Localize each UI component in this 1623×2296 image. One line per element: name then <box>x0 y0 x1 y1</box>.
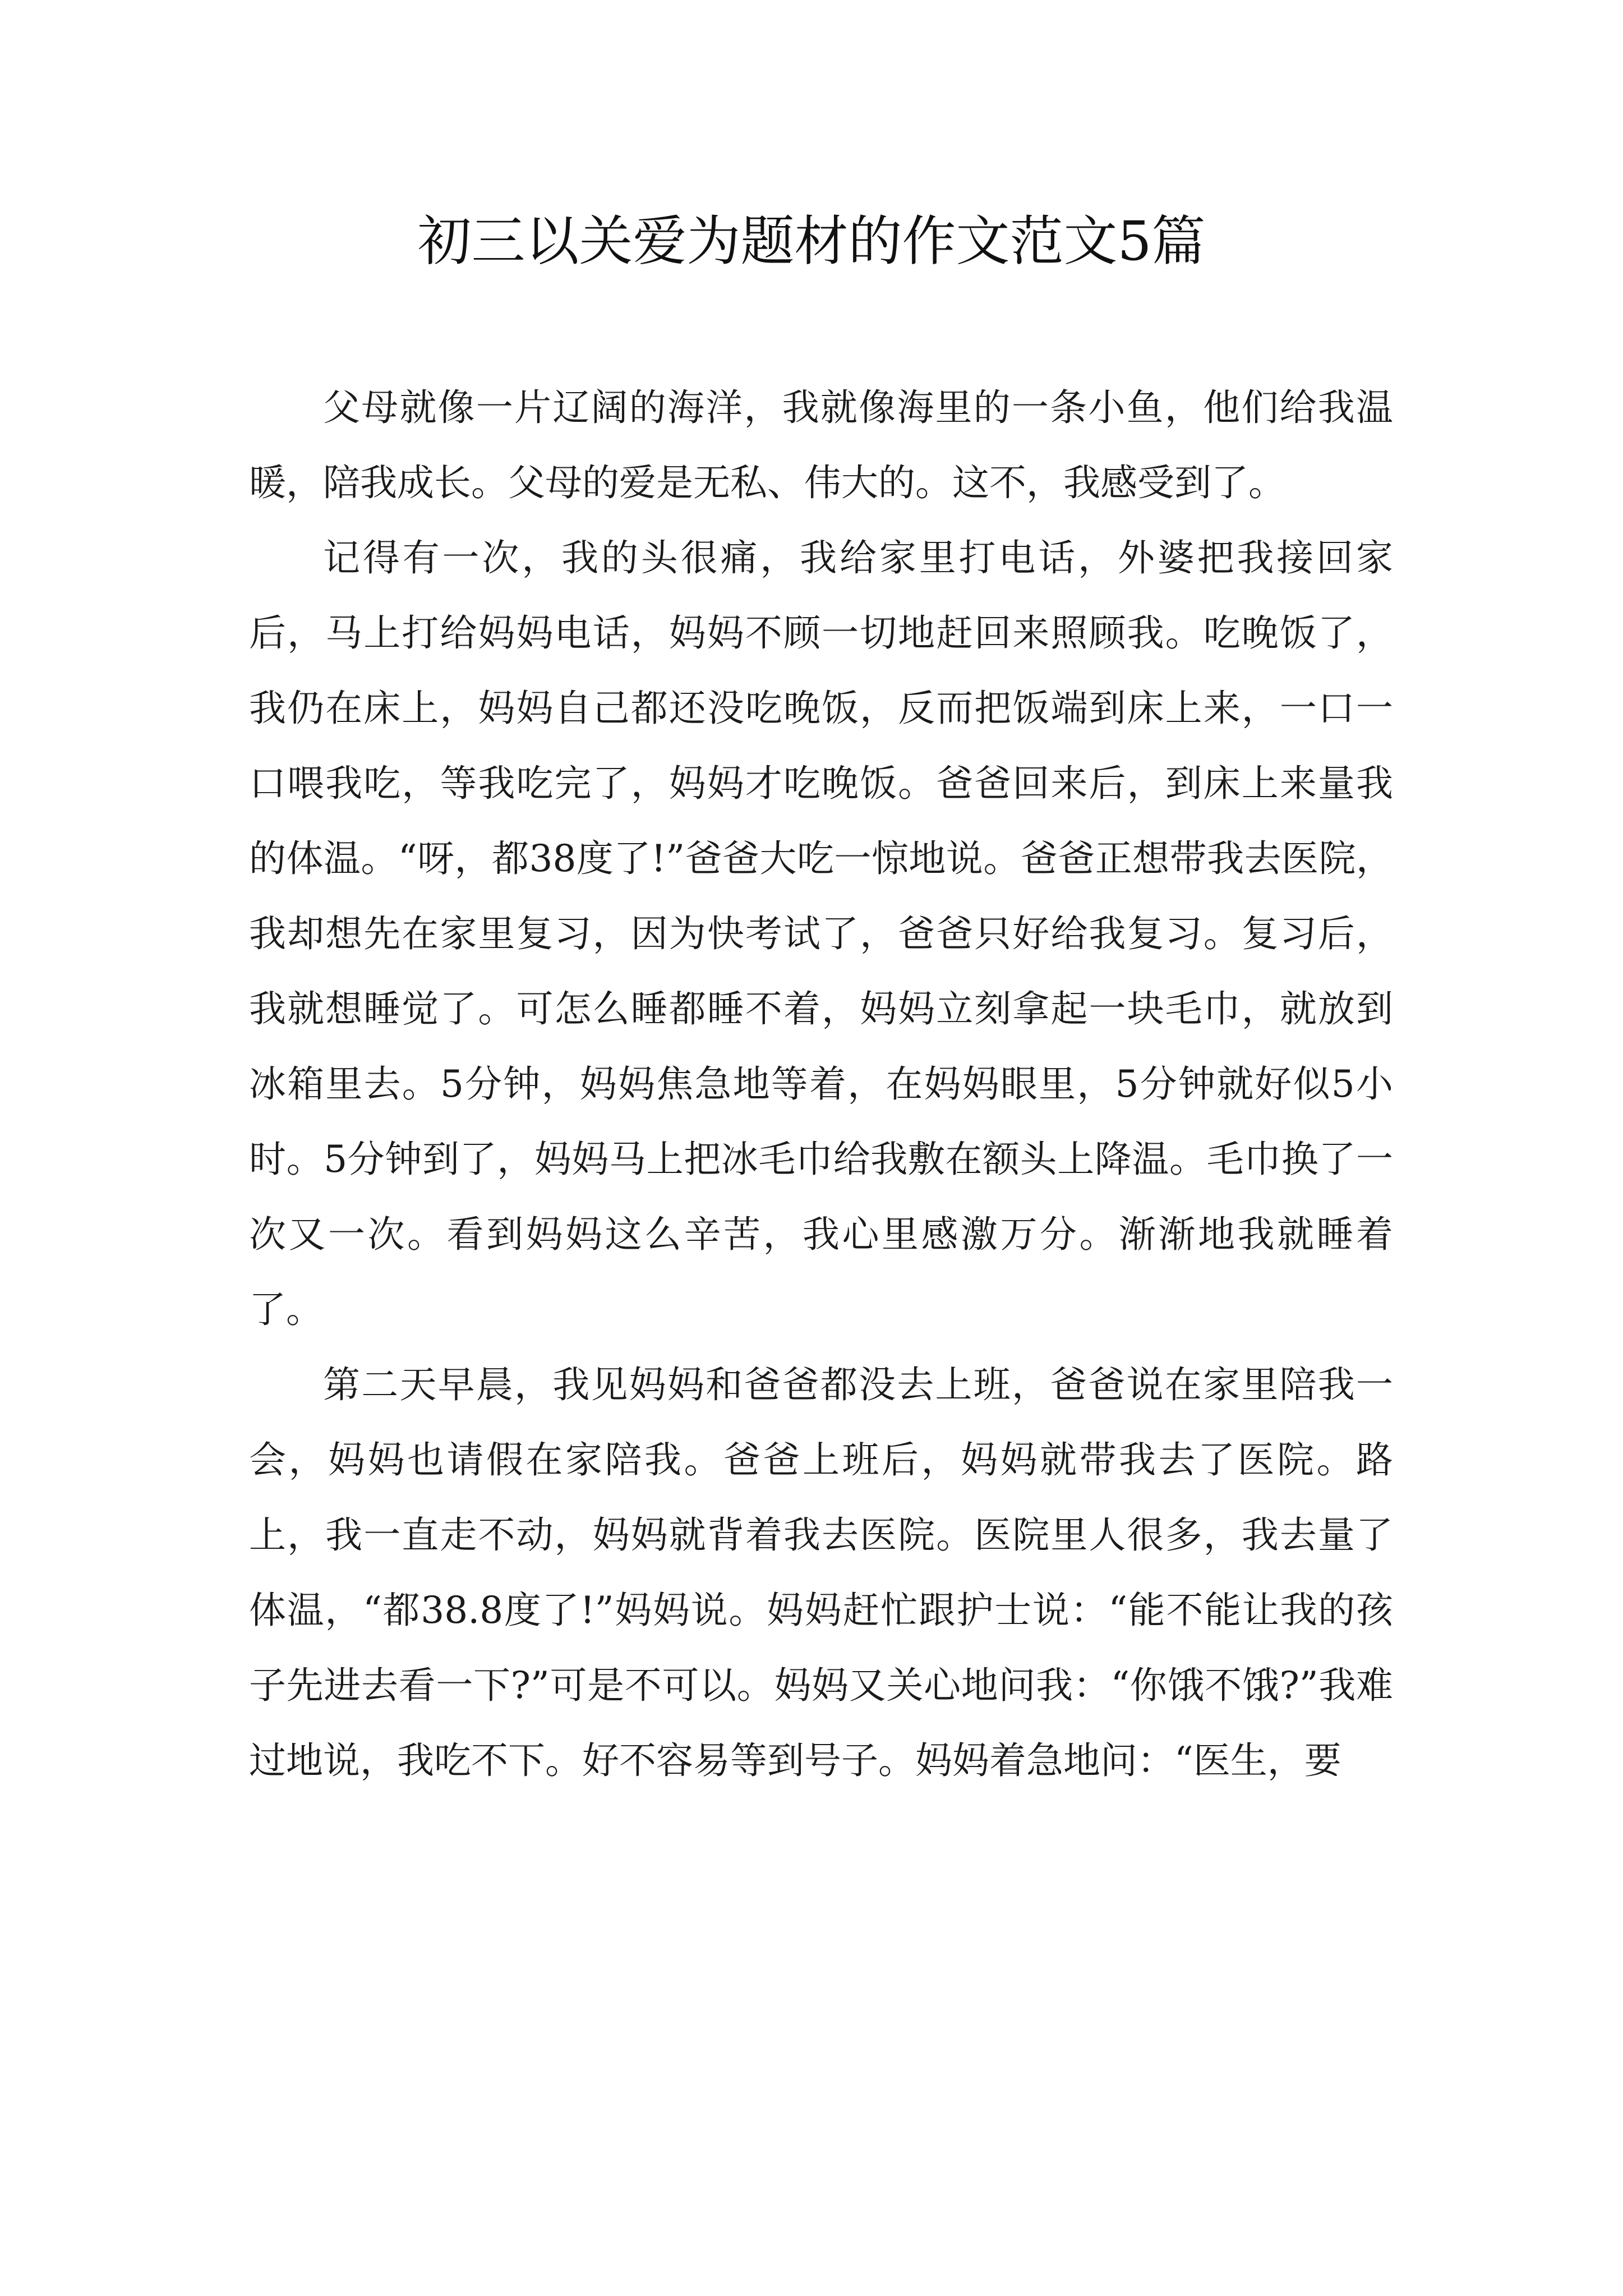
paragraph: 记得有一次，我的头很痛，我给家里打电话，外婆把我接回家后，马上打给妈妈电话，妈妈不顾一切地赶回来照顾我。吃晚饭了，我仍在床上，妈妈自己都还没吃晚饭，反而把饭端到床上来，一口一口喂我吃，等我吃完了，妈妈才吃晚饭。爸爸回来后，到床上来量我的体温。“呀，都38度了!”爸爸大吃一惊地说。爸爸正想带我去医院，我却想先在家里复习，因为快考试了，爸爸只好给我复习。复习后，我就想睡觉了。可怎么睡都睡不着，妈妈立刻拿起一块毛巾，就放到冰箱里去。5分钟，妈妈焦急地等着，在妈妈眼里，5分钟就好似5小时。5分钟到了，妈妈马上把冰毛巾给我敷在额头上降温。毛巾换了一次又一次。看到妈妈这么辛苦，我心里感激万分。渐渐地我就睡着了。 <box>249 536 1393 1331</box>
document-title: 初三以关爱为题材的作文范文5篇 <box>417 210 1206 273</box>
document-body <box>249 370 1393 1798</box>
paragraph: 第二天早晨，我见妈妈和爸爸都没去上班，爸爸说在家里陪我一会，妈妈也请假在家陪我。爸爸上班后，妈妈就带我去了医院。路上，我一直走不动，妈妈就背着我去医院。医院里人很多，我去量了体温，“都38.8度了!”妈妈说。妈妈赶忙跟护士说：“能不能让我的孩子先进去看一下?”可是不可以。妈妈又关心地问我：“你饿不饿?”我难过地说，我吃不下。好不容易等到号子。妈妈着急地问：“医生，要 <box>249 1363 1393 1782</box>
paragraph: 父母就像一片辽阔的海洋，我就像海里的一条小鱼，他们给我温暖，陪我成长。父母的爱是无私、伟大的。这不，我感受到了。 <box>249 386 1393 504</box>
